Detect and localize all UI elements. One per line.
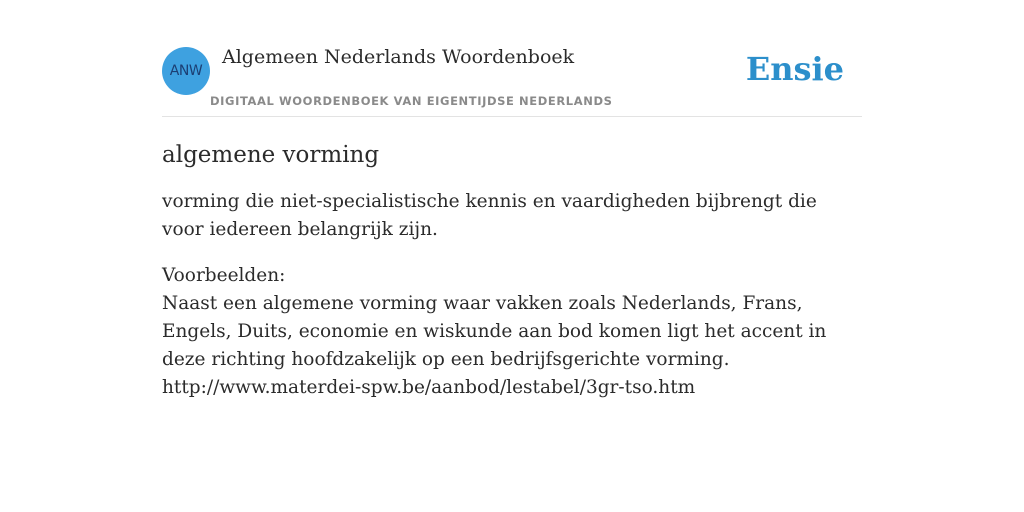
entry-headword: algemene vorming [162,142,380,168]
logo-text: ANW [169,63,203,79]
entry-definition: vorming die niet-specialistische kennis en vaardigheden bijbrengt die voor iedereen belangrijk zijn. [162,191,817,240]
entry-content [162,138,862,402]
entry-examples [162,262,862,402]
anw-logo[interactable] [162,47,210,95]
example-text: Naast een algemene vorming waar vakken zoals Nederlands, Frans, Engels, Duits, economie en wiskunde aan bod komen ligt het accent in deze richting hoofdzakelijk op een bedrijfsgerichte vorming. [162,293,827,370]
example-source: http://www.materdei-spw.be/aanbod/lestabel/3gr-tso.htm [162,377,696,398]
site-title[interactable]: Algemeen Nederlands Woordenboek [222,46,575,68]
ensie-brand-link[interactable]: Ensie [745,50,844,88]
site-header [162,40,862,117]
site-subtitle: DIGITAAL WOORDENBOEK VAN EIGENTIJDSE NEDERLANDS [210,94,613,108]
examples-label: Voorbeelden: [162,265,286,286]
